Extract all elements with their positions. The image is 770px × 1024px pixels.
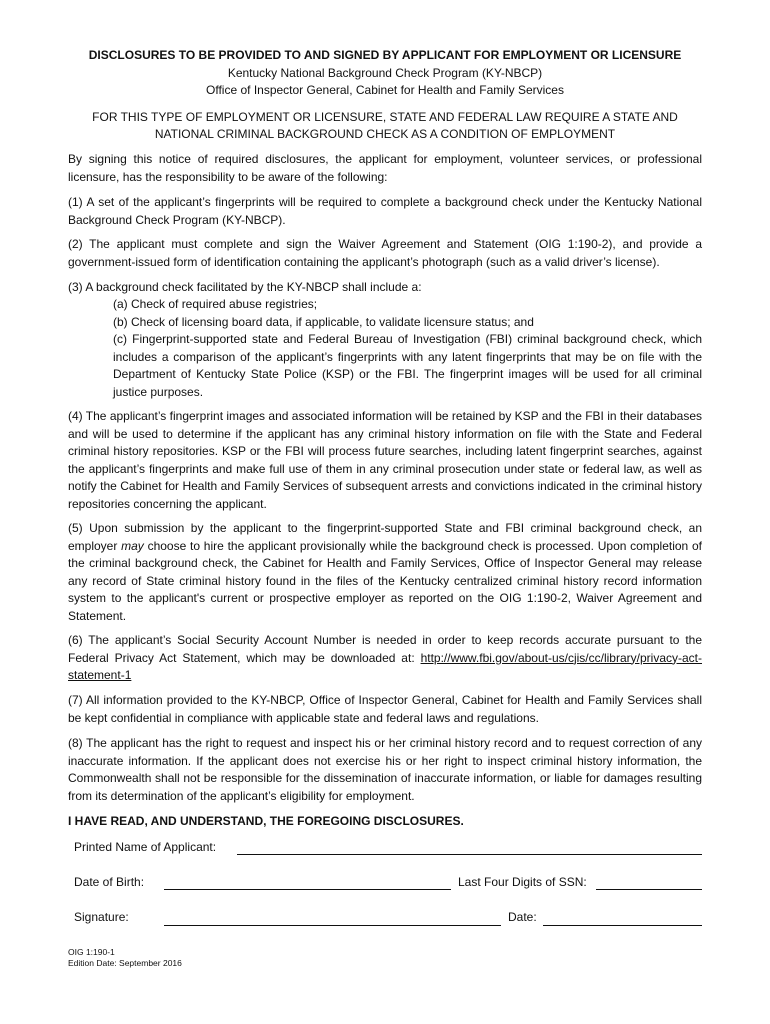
edition-date: Edition Date: September 2016 bbox=[68, 958, 182, 968]
item-7: (7) All information provided to the KY-NBCP, Office of Inspector General, Cabinet for Health and Family Services shall be kept confidential in compliance with applicable state and federal laws and regulations. bbox=[68, 693, 702, 725]
item-3a: (a) Check of required abuse registries; bbox=[113, 297, 318, 311]
printed-name-label: Printed Name of Applicant: bbox=[74, 840, 217, 854]
acknowledgement-heading: I HAVE READ, AND UNDERSTAND, THE FOREGOING DISCLOSURES. bbox=[68, 814, 464, 828]
item-5-text-a: (5) Upon submission by the applicant to the fingerprint-supported State and FBI criminal background check, an employer bbox=[68, 521, 702, 553]
signature-label: Signature: bbox=[74, 910, 129, 924]
item-5 bbox=[68, 520, 702, 625]
item-5-emphasis: may bbox=[121, 538, 144, 553]
ssn-line[interactable] bbox=[596, 889, 702, 890]
item-3b: (b) Check of licensing board data, if applicable, to validate licensure status; and bbox=[113, 315, 534, 329]
item-8: (8) The applicant has the right to request and inspect his or her criminal history record and to request correction of any inaccurate information. If the applicant does not exercise his or her right to inspect criminal history information, the Commonwealth shall not be responsible for the dissemination of inaccurate information, or liable for damages resulting from its determination of the applicant’s eligibility for employment. bbox=[68, 736, 702, 803]
item-1: (1) A set of the applicant’s fingerprints will be required to complete a background check under the Kentucky National Background Check Program (KY-NBCP). bbox=[68, 195, 702, 227]
date-line[interactable] bbox=[543, 925, 702, 926]
form-id: OIG 1:190-1 bbox=[68, 947, 115, 957]
dob-line[interactable] bbox=[164, 889, 451, 890]
program-name: Kentucky National Background Check Program (KY-NBCP) bbox=[227, 66, 543, 80]
item-3: (3) A background check facilitated by the KY-NBCP shall include a: bbox=[68, 280, 422, 294]
item-3c: (c) Fingerprint-supported state and Federal Bureau of Investigation (FBI) criminal background check, which includes a comparison of the applicant’s fingerprints with any latent fingerprints that may be on file with the Department of Kentucky State Police (KSP) or the FBI. The fingerprint images will be used for all criminal justice purposes. bbox=[113, 332, 702, 399]
item-5-text-b: choose to hire the applicant provisionally while the background check is processed. Upon completion of the criminal background check, the Cabinet for Health and Family Services, Office of Inspector General may release any record of State criminal history found in the files of the Kentucky centralized criminal history record information system to the applicant's current or prospective employer as reported on the OIG 1:190-2, Waiver Agreement and Statement. bbox=[68, 538, 702, 623]
item-6-text: (6) The applicant’s Social Security Account Number is needed in order to keep records accurate pursuant to the Federal Privacy Act Statement, which may be downloaded at: bbox=[68, 633, 702, 665]
privacy-act-link[interactable]: http://www.fbi.gov/about-us/cjis/cc/library/privacy-act-statement-1 bbox=[68, 650, 702, 682]
requirement-notice: FOR THIS TYPE OF EMPLOYMENT OR LICENSURE, STATE AND FEDERAL LAW REQUIRE A STATE AND NATIONAL CRIMINAL BACKGROUND CHECK AS A CONDITION OF EMPLOYMENT bbox=[92, 110, 678, 141]
ssn-label: Last Four Digits of SSN: bbox=[458, 875, 587, 889]
printed-name-line[interactable] bbox=[237, 854, 702, 855]
item-6 bbox=[68, 632, 702, 685]
item-2: (2) The applicant must complete and sign the Waiver Agreement and Statement (OIG 1:190-2), and provide a government-issued form of identification containing the applicant’s photograph (such as a valid driver’s license). bbox=[68, 237, 702, 269]
item-4: (4) The applicant’s fingerprint images and associated information will be retained by KSP and the FBI in their databases and will be used to determine if the applicant has any criminal history information on file with the State and Federal criminal history repositories. KSP or the FBI will process future searches, including latent fingerprint searches, against the applicant’s fingerprints and make full use of them in any criminal prosecution under state or federal law, as well as notify the Cabinet for Health and Family Services of subsequent arrests and convictions indicated in the criminal history repositories concerning the applicant. bbox=[68, 409, 702, 511]
date-label: Date: bbox=[508, 910, 537, 924]
intro-paragraph: By signing this notice of required disclosures, the applicant for employment, volunteer services, or professional licensure, has the responsibility to be aware of the following: bbox=[68, 152, 702, 184]
office-name: Office of Inspector General, Cabinet for Health and Family Services bbox=[206, 83, 564, 97]
signature-line[interactable] bbox=[164, 925, 501, 926]
dob-label: Date of Birth: bbox=[74, 875, 145, 889]
form-title: DISCLOSURES TO BE PROVIDED TO AND SIGNED BY APPLICANT FOR EMPLOYMENT OR LICENSURE bbox=[88, 48, 682, 62]
